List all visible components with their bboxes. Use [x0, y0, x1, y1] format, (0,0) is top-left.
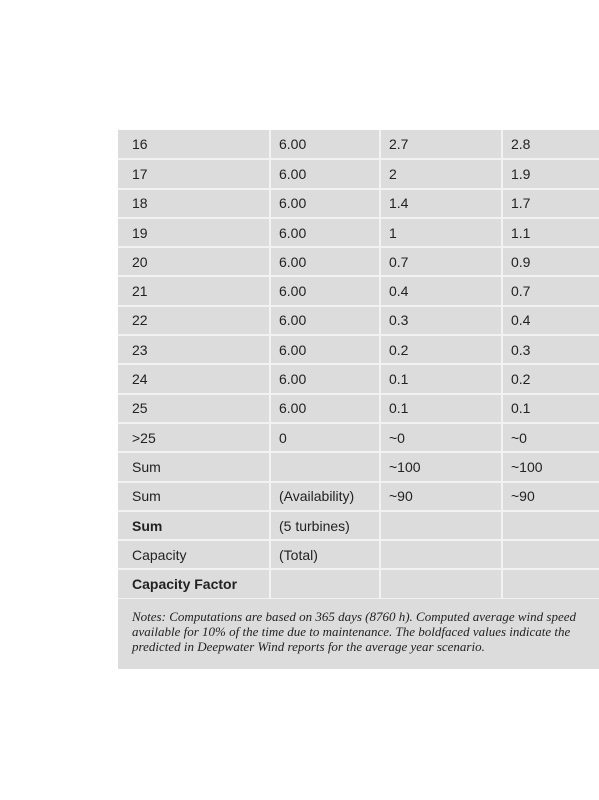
- table-cell: ~90: [502, 482, 599, 511]
- table-cell: [380, 569, 502, 598]
- table-cell: 6.00: [270, 159, 380, 188]
- notes-line-1: Notes: Computations are based on 365 days (8760 h). Computed average wind speed: [132, 609, 576, 624]
- table-cell: Capacity Factor: [118, 569, 270, 598]
- table-cell: 18: [118, 189, 270, 218]
- table-cell: Sum: [118, 452, 270, 481]
- table-cell: [270, 569, 380, 598]
- table-cell: 23: [118, 335, 270, 364]
- table-row: [118, 482, 599, 511]
- table-cell: 22: [118, 306, 270, 335]
- table-notes: [118, 599, 599, 669]
- table-cell: 17: [118, 159, 270, 188]
- table-cell: 0.2: [502, 364, 599, 393]
- table-cell: 0.1: [502, 394, 599, 423]
- table-cell: 6.00: [270, 335, 380, 364]
- table-cell: 0.7: [502, 276, 599, 305]
- table-cell: [270, 452, 380, 481]
- table-row: [118, 159, 599, 188]
- table-cell: 0: [270, 423, 380, 452]
- table-cell: 6.00: [270, 218, 380, 247]
- table-cell: 6.00: [270, 189, 380, 218]
- table-row: [118, 276, 599, 305]
- table-row: [118, 394, 599, 423]
- table-cell: 1.4: [380, 189, 502, 218]
- table-cell: Capacity: [118, 540, 270, 569]
- table-cell: 1.7: [502, 189, 599, 218]
- table-cell: 20: [118, 247, 270, 276]
- table-cell: Sum: [118, 511, 270, 540]
- wind-data-table-container: [118, 130, 599, 600]
- wind-data-table: [118, 130, 599, 600]
- table-cell: ~100: [502, 452, 599, 481]
- table-cell: ~90: [380, 482, 502, 511]
- table-cell: 0.1: [380, 364, 502, 393]
- table-cell: 0.4: [502, 306, 599, 335]
- table-cell: 2.8: [502, 130, 599, 159]
- table-cell: 2: [380, 159, 502, 188]
- table-row: [118, 569, 599, 598]
- table-cell: 1.1: [502, 218, 599, 247]
- table-cell: 16: [118, 130, 270, 159]
- wind-data-table-body: [118, 130, 599, 599]
- table-cell: 6.00: [270, 306, 380, 335]
- table-cell: (5 turbines): [270, 511, 380, 540]
- table-cell: (Availability): [270, 482, 380, 511]
- table-row: [118, 335, 599, 364]
- table-row: [118, 511, 599, 540]
- table-cell: 0.3: [380, 306, 502, 335]
- table-row: [118, 189, 599, 218]
- table-cell: ~100: [380, 452, 502, 481]
- table-cell: 0.7: [380, 247, 502, 276]
- table-cell: 24: [118, 364, 270, 393]
- table-cell: Sum: [118, 482, 270, 511]
- notes-line-2: available for 10% of the time due to maintenance. The boldfaced values indicate the: [132, 624, 571, 639]
- table-row: [118, 423, 599, 452]
- table-row: [118, 364, 599, 393]
- table-cell: 0.3: [502, 335, 599, 364]
- table-cell: 6.00: [270, 364, 380, 393]
- table-cell: 6.00: [270, 247, 380, 276]
- table-cell: ~0: [502, 423, 599, 452]
- table-row: [118, 247, 599, 276]
- table-row: [118, 452, 599, 481]
- table-cell: 6.00: [270, 276, 380, 305]
- table-cell: 6.00: [270, 394, 380, 423]
- table-cell: 1.9: [502, 159, 599, 188]
- table-cell: 0.9: [502, 247, 599, 276]
- table-cell: 1: [380, 218, 502, 247]
- table-cell: 0.2: [380, 335, 502, 364]
- table-cell: 0.4: [380, 276, 502, 305]
- table-row: [118, 540, 599, 569]
- table-cell: [380, 540, 502, 569]
- table-cell: [502, 569, 599, 598]
- notes-line-3: predicted in Deepwater Wind reports for the average year scenario.: [132, 639, 485, 654]
- table-cell: 0.1: [380, 394, 502, 423]
- table-row: [118, 130, 599, 159]
- table-cell: 21: [118, 276, 270, 305]
- table-row: [118, 306, 599, 335]
- table-cell: (Total): [270, 540, 380, 569]
- table-cell: [502, 511, 599, 540]
- table-cell: [380, 511, 502, 540]
- table-cell: 25: [118, 394, 270, 423]
- table-cell: 19: [118, 218, 270, 247]
- table-row: [118, 218, 599, 247]
- table-cell: 6.00: [270, 130, 380, 159]
- table-cell: 2.7: [380, 130, 502, 159]
- table-cell: [502, 540, 599, 569]
- table-cell: >25: [118, 423, 270, 452]
- table-cell: ~0: [380, 423, 502, 452]
